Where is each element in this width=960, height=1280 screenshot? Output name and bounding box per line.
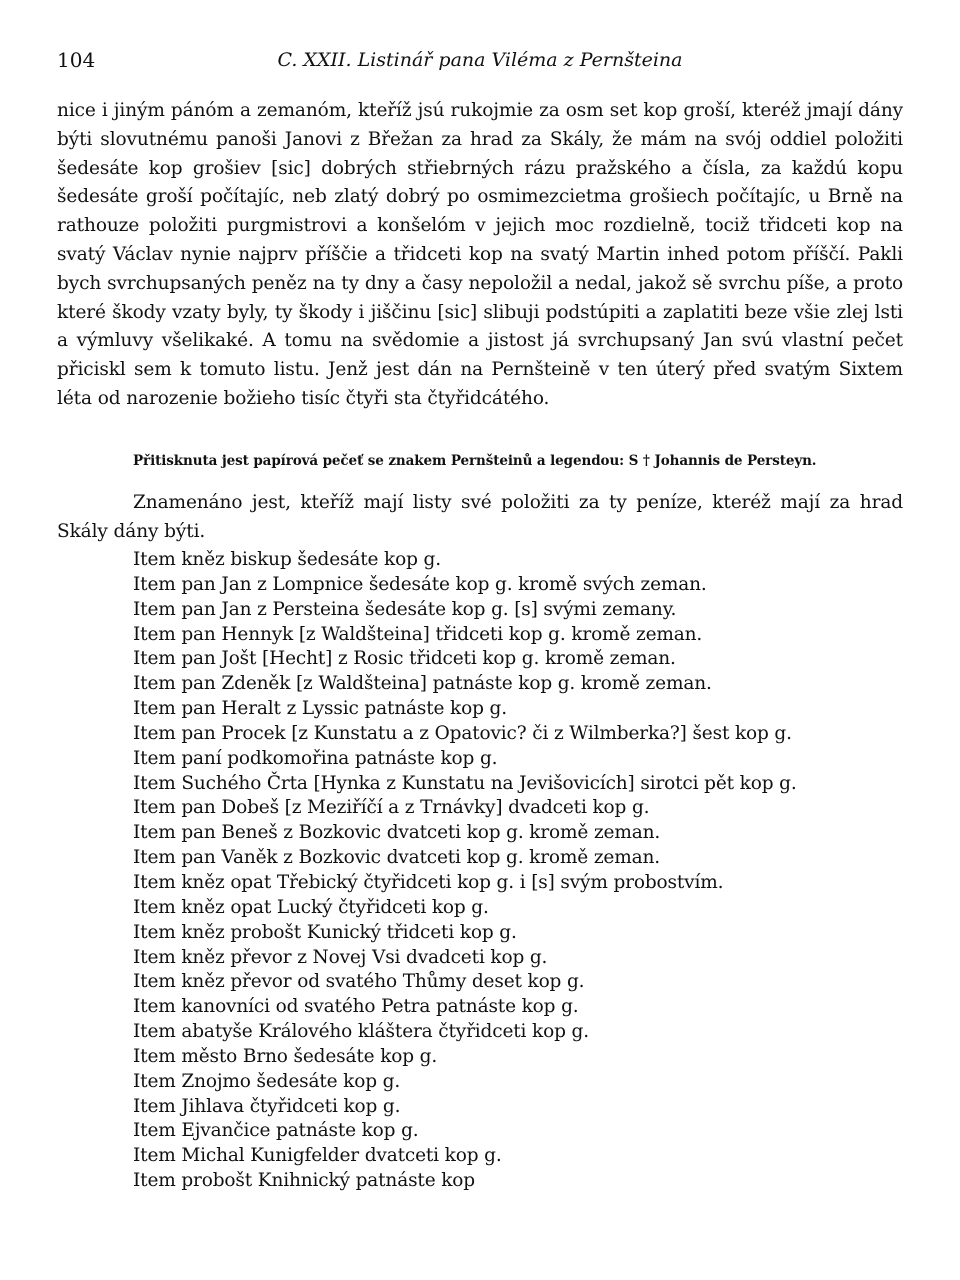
list-item: Item pan Jan z Lompnice šedesáte kop g. kromě svých zeman. bbox=[133, 573, 707, 595]
page-number: 104 bbox=[57, 48, 96, 72]
list-item: Item kněz převor z Novej Vsi dvadceti kop g. bbox=[133, 946, 548, 968]
list-item: Item probošt Knihnický patnáste kop bbox=[133, 1170, 475, 1192]
list-item: Item kněz opat Lucký čtyřidceti kop g. bbox=[133, 896, 489, 918]
list-item: Item pan Hennyk [z Waldšteina] třidceti kop g. kromě zeman. bbox=[133, 623, 703, 645]
list-item: Item paní podkomořina patnáste kop g. bbox=[133, 747, 498, 769]
list-item: Item město Brno šedesáte kop g. bbox=[133, 1045, 438, 1067]
list-item: Item abatyše Králového kláštera čtyřidceti kop g. bbox=[133, 1021, 589, 1043]
list-item: Item Suchého Črta [Hynka z Kunstatu na Jevišovicích] sirotci pět kop g. bbox=[133, 772, 797, 794]
list-item: Item kněz převor od svatého Thůmy deset kop g. bbox=[133, 971, 585, 993]
running-head: C. XXII. Listinář pana Viléma z Pernšteina bbox=[277, 49, 683, 71]
list-item: Item pan Jan z Persteina šedesáte kop g. [s] svými zemany. bbox=[133, 598, 677, 620]
list-item: Item kněz opat Třebický čtyřidceti kop g. i [s] svým probostvím. bbox=[133, 871, 724, 893]
list-item: Item pan Beneš z Bozkovic dvatceti kop g. kromě zeman. bbox=[133, 822, 661, 844]
body-paragraph: nice i jiným pánóm a zemanóm, kteříž jsú rukojmie za osm set kop groší, kteréž jmají dány býti slovutnému panoši Janovi z Břežan za hrad za Skály, že mám na svój oddiel položiti šedesáte kop grošiev [sic] dobrých střiebrných rázu pražského a čísla, za každú kopu šedesáte groší počítajíc, neb zlatý dobrý po osmimezcietma grošiech počítajíc, u Brně na rathouze položiti purgmistrovi a konšelóm v jejich moc rozdielně, tociž třidceti kop na svatý Václav nynie najprv příščie a třidceti kop na svatý Martin inhed potom příščí. Pakli bych svrchupsaných peněz na ty dny a časy nepoložil a nedal, jakož sě svrchu píše, a proto které škody vzaty byly, ty škody i jiščinu [sic] slibuji podstúpiti a zaplatiti beze všie zlej lsti a výmluvy všelikaké. A tomu na svědomie a jistost já svrchupsaný Jan svú vlastní pečet přiciskl sem k tomuto listu. Jenž jest dán na Pernšteině v ten úterý před svatým Sixtem léta od narozenie božieho tisíc čtyři sta čtyřidcátého. bbox=[57, 100, 903, 409]
list-item: Item kněz biskup šedesáte kop g. bbox=[133, 549, 441, 570]
item-list bbox=[133, 548, 913, 1194]
list-item: Item pan Procek [z Kunstatu a z Opatovic? či z Wilmberka?] šest kop g. bbox=[133, 722, 792, 744]
list-item: Item pan Heralt z Lyssic patnáste kop g. bbox=[133, 698, 507, 720]
list-item: Item Jihlava čtyřidceti kop g. bbox=[133, 1095, 401, 1117]
list-item: Item pan Vaněk z Bozkovic dvatceti kop g. kromě zeman. bbox=[133, 847, 660, 869]
list-item: Item Michal Kunigfelder dvatceti kop g. bbox=[133, 1145, 502, 1167]
list-item: Item Znojmo šedesáte kop g. bbox=[133, 1070, 401, 1092]
list-item: Item Ejvančice patnáste kop g. bbox=[133, 1120, 419, 1142]
list-item: Item kněz probošt Kunický třidceti kop g. bbox=[133, 921, 517, 943]
seal-note: Přitisknuta jest papírová pečeť se znakem Pernšteinů a legendou: S † Johannis de Persteyn. bbox=[133, 453, 817, 469]
list-item: Item pan Dobeš [z Meziříčí a z Trnávky] dvadceti kop g. bbox=[133, 797, 650, 819]
section-intro: Znamenáno jest, kteříž mají listy své položiti za ty peníze, kteréž mají za hrad Skály dány býti. bbox=[57, 492, 903, 542]
list-item: Item pan Zdeněk [z Waldšteina] patnáste kop g. kromě zeman. bbox=[133, 673, 712, 695]
list-item: Item pan Jošt [Hecht] z Rosic třidceti kop g. kromě zeman. bbox=[133, 648, 676, 670]
list-item: Item kanovníci od svatého Petra patnáste kop g. bbox=[133, 996, 579, 1018]
